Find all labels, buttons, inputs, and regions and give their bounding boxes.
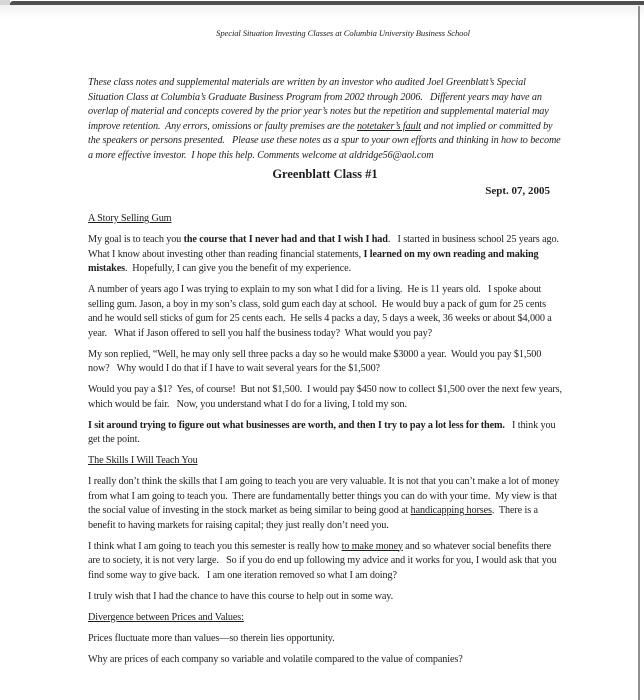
- text-run: These class notes and supplemental materials are written by an investor who audited Joel Greenblatt’s Special Situation Class at Columbia’s Graduate Business Program from 2002 through 2006. Different years may have an overlap of material and concepts covered by the prior year’s notes but the repetition and supplemental material may improve retention. Any errors, omissions or faulty premises are the: [88, 77, 552, 132]
- running-header: Special Situation Investing Classes at Columbia University Business School: [216, 28, 470, 38]
- paragraph-my-goal: [88, 233, 562, 277]
- text-run: and so whatever social benefits there are to society, it is not very large. So if you do end up following my advice and it works for you, I would ask that you find some way to give back. I am one iteration removed so what I am doing?: [88, 540, 560, 581]
- text-run: Would you pay a $1? Yes, of course! But not $1,500. I would pay $450 now to collect $1,500 over the next few years, which would be fair. Now, you understand what I do for a living, I told my son.: [88, 384, 565, 410]
- document-body: [88, 212, 565, 667]
- text-run: . I started in business school 25 years ago. What I know about investing other than reading financial statements,: [88, 234, 564, 260]
- text-run: I truly wish that I had the chance to have this course to help out in some way.: [88, 590, 394, 602]
- text-run: My goal is to teach you: [88, 234, 184, 245]
- page-content: [88, 28, 565, 674]
- intro-disclaimer: [88, 76, 562, 163]
- document-title: Greenblatt Class #1: [272, 167, 378, 181]
- text-run: I learned on my own reading and making mistakes: [88, 248, 541, 274]
- text-run: the course that I never had and that I wish I had: [183, 234, 388, 245]
- section-heading-divergence: [88, 611, 562, 626]
- text-run: Divergence between Prices and Values:: [88, 611, 244, 623]
- text-run: I think what I am going to teach you this semester is really how: [88, 540, 342, 552]
- text-run: I sit around trying to figure out what businesses are worth, and then I try to pay a lot less for them.: [88, 419, 505, 431]
- text-run: and not implied or committed by the speakers or persons presented. Please use these notes as a spur to your own efforts and thinking in how to become a more effective investor. I hope this help. Comments welcome at: [88, 120, 564, 161]
- text-run: My son replied, “Well, he may only sell three packs a day so he would make $3000 a year. Would you pay $1,500 now? Why would I do that if I have to wait several years for the $1,500?: [88, 348, 544, 374]
- paragraph-truly-wish: [88, 590, 562, 605]
- text-run: A number of years ago I was trying to explain to my son what I did for a living. He is 11 years old. I spoke about selling gum. Jason, a boy in my son’s class, sold gum each day at school. He would buy a pack of gum for 25 cents and he would sell sticks of gum for 25 cents each. He sells 4 packs a day, 5 days a week, 36 weeks or about $4,000 a year. What if Jason offered to sell you half the business today? What would you pay?: [88, 284, 555, 339]
- text-run: Why are prices of each company so variable and volatile compared to the value of companies?: [88, 653, 463, 665]
- paragraph-skills-value: [88, 475, 562, 533]
- text-run: . Hopefully, I can give you the benefit of my experience.: [124, 263, 352, 274]
- text-run: I really don’t think the skills that I am going to teach you are very valuable. It is not that you can’t make a lot of money from what I am going to teach you. There are fundamentally better things you can do with your time. My view is that the social value of investing in the stock market as being similar to being good at: [88, 476, 562, 516]
- page-top-shadow: [0, 5, 644, 19]
- to-make-money-underlined: to make money: [341, 540, 403, 552]
- page-right-edge: [638, 6, 640, 700]
- document-date: Sept. 07, 2005: [485, 185, 550, 197]
- section-heading-skills: [88, 454, 562, 469]
- handicapping-horses-underlined: handicapping horses: [410, 505, 492, 516]
- text-run: . There is a benefit to having markets for raising capital; they just really don’t need you.: [88, 505, 541, 531]
- paragraph-i-sit-around: [88, 419, 562, 448]
- paragraph-make-money: [88, 540, 562, 584]
- text-run: The Skills I Will Teach You: [88, 455, 198, 466]
- notetakers-fault-underlined: notetaker’s fault: [356, 120, 422, 132]
- paragraph-my-son-replied: [88, 348, 562, 377]
- text-run: A Story Selling Gum: [88, 213, 172, 224]
- intro-slot: [88, 76, 562, 163]
- section-heading-story-selling-gum: [88, 212, 562, 227]
- email-address: aldridge56@aol.com: [349, 149, 434, 161]
- paragraph-number-of-years: [88, 283, 562, 341]
- paragraph-prices-fluctuate: [88, 632, 562, 647]
- text-run: I think you get the point.: [88, 419, 558, 445]
- text-run: Prices fluctuate more than values—so therein lies opportunity.: [88, 632, 335, 644]
- paragraph-would-you-pay: [88, 383, 565, 412]
- paragraph-why-are-prices: [88, 653, 562, 668]
